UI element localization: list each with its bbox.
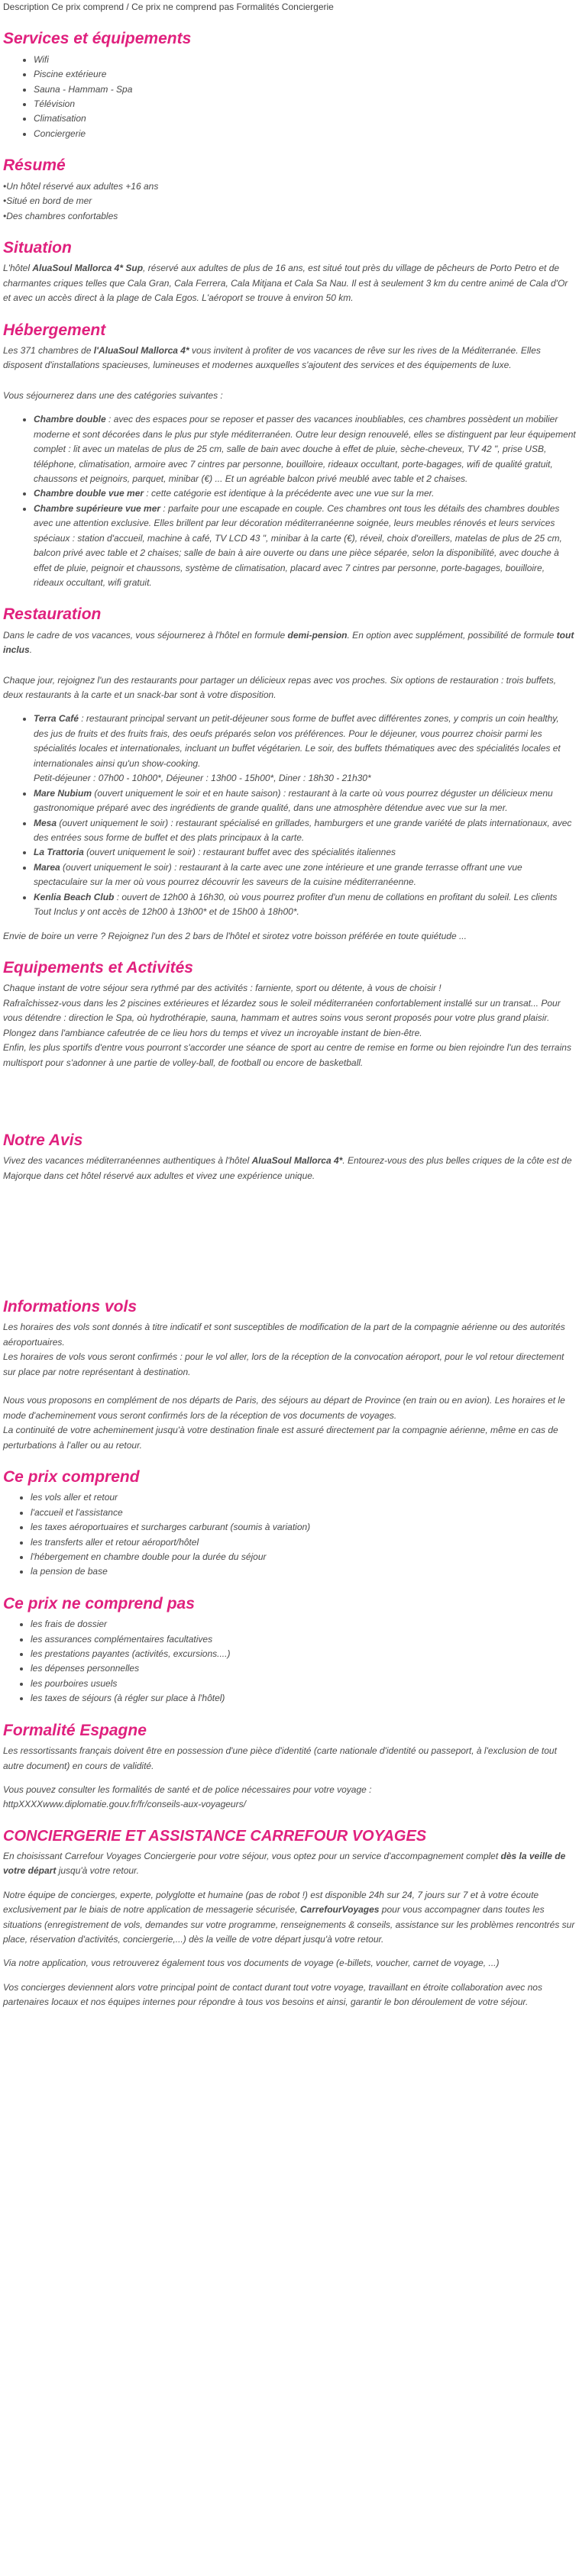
conciergerie-section (3, 1826, 576, 2010)
restaurant-item-text: (ouvert uniquement le soir) : restaurant spécialisé en grillades, hamburgers et une grande variété de plats internationaux, avec des entrées sous forme de buffet et des plats principaux à la carte. (34, 817, 572, 843)
prix-non-item: • les pourboires usuels (31, 1677, 576, 1691)
prix-non-item: • les taxes de séjours (à régler sur place à l'hôtel) (31, 1691, 576, 1706)
restaurant-item-text: (ouvert uniquement le soir) : restaurant à la carte avec une zone intérieure et une grande terrasse offrant une vue spectaculaire sur la mer où vous pourrez découvrir les saveurs de la cuisine méditerranéenne. (34, 861, 522, 888)
prix-comprend-item: • les transferts aller et retour aéroport/hôtel (31, 1535, 576, 1550)
rooms-list (3, 412, 576, 590)
services-title: Services et équipements (3, 30, 192, 48)
service-item: • Télévision (34, 97, 576, 111)
restaurant-item (34, 786, 576, 816)
tabs-line[interactable]: Description Ce prix comprend / Ce prix ne comprend pas Formalités Conciergerie (3, 2, 334, 12)
room-item-name: Chambre supérieure vue mer (34, 502, 161, 514)
restaurant-item-name: La Trattoria (34, 847, 84, 858)
prix-comprend-item: • l'hébergement en chambre double pour la durée du séjour (31, 1550, 576, 1564)
conciergerie-p2: Notre équipe de concierges, experte, polyglotte et humaine (pas de robot !) est disponible 24h sur 24, 7 jours sur 7 et à votre écoute exclusivement par le biais de notre application de messagerie sécurisée, CarrefourVoyages pour vous accompagner dans toutes les situations (enregistrement de vols, demandes sur votre programme, renseignements & conseils, assistance sur les problèmes rencontrés sur place, réservation d'activités, conciergerie,...) dès la veille de votre départ jusqu'à votre retour. (3, 1889, 575, 1945)
prix-non-item: • les dépenses personnelles (31, 1661, 576, 1676)
prix-comprend-item: • les taxes aéroportuaires et surcharges carburant (soumis à variation) (31, 1520, 576, 1535)
situation-title: Situation (3, 238, 72, 257)
restauration-section (3, 604, 576, 944)
room-item (34, 486, 576, 501)
restauration-intro: Dans le cadre de vos vacances, vous séjournerez à l'hôtel en formule demi-pension. En option avec supplément, possibilité de formule tout inclus. (3, 629, 574, 656)
room-item-text: : avec des espaces pour se reposer et passer des vacances inoubliables, ces chambres possèdent un mobilier moderne et sont décorées dans le plus pur style méditerranéen. Outre leur design renouvelé, elles se distinguent par leur équipement complet : lit avec un matelas de plus de 25 cm, salle de bain avec douche à effet de pluie, sèche-cheveux, TV 42 ", prise USB, téléphone, climatisation, armoire avec 7 cintres par personne, bouilloire, rideaux occultant, porte-bagages, wifi de qualité gratuit, chaussons et peignoirs, parquet, minibar (€) ... Et un agréable balcon privé meublé avec table et 2 chaises. (34, 414, 576, 484)
prix-non-item: • les frais de dossier (31, 1617, 576, 1632)
restaurant-list (3, 712, 576, 919)
restaurant-item (34, 890, 576, 920)
hebergement-title: Hébergement (3, 321, 106, 339)
resume-line: •Un hôtel réservé aux adultes +16 ans (3, 180, 159, 192)
service-item: • Climatisation (34, 111, 576, 126)
restaurant-item-name: Terra Café (34, 713, 79, 725)
prix-non-item: • les prestations payantes (activités, excursions....) (31, 1647, 576, 1661)
equipements-line: Chaque instant de votre séjour sera rythmé par des activités : farniente, sport ou détente, à vous de choisir ! (3, 983, 442, 994)
room-item (34, 502, 576, 591)
resume-title: Résumé (3, 157, 66, 175)
situation-text: L'hôtel AluaSoul Mallorca 4* Sup, réservé aux adultes de plus de 16 ans, est situé tout près du village de pêcheurs de Porto Petro et de charmantes criques telles que Cala Gran, Cala Ferrera, Cala Mitjana et Cala Sa Nau. Il est à seulement 3 km du centre animé de Cala d'Or et avec un accès direct à la plage de Cala Egos. L'aéroport se trouve à environ 50 km. (3, 263, 568, 304)
avis-text: Vivez des vacances méditerranéennes authentiques à l'hôtel AluaSoul Mallorca 4*. Entourez-vous des plus belles criques de la côte est de Majorque dans cet hôtel réservé aux adultes et vivez une expérience unique. (3, 1155, 572, 1181)
formalite-para2: Vous pouvez consulter les formalités de santé et de police nécessaires pour votre voyage : (3, 1784, 372, 1795)
restaurant-item-name: Kenlia Beach Club (34, 891, 115, 902)
equipements-title: Equipements et Activités (3, 959, 193, 977)
restaurant-item (34, 860, 576, 890)
avis-title: Notre Avis (3, 1131, 83, 1149)
conciergerie-p4: Vos concierges deviennent alors votre principal point de contact durant tout votre voyage, travaillant en étroite collaboration avec nos partenaires locaux et nos équipes internes pour répondre à tous vos besoins et ainsi, garantir le bon déroulement de votre séjour. (3, 1981, 542, 2008)
prix-comprend-section (3, 1467, 576, 1580)
restauration-para2: Chaque jour, rejoignez l'un des restaurants pour partager un délicieux repas avec vos proches. Six options de restauration : trois buffets, deux restaurants à la carte et un snack-bar sont à votre disposition. (3, 674, 557, 701)
service-item: • Sauna - Hammam - Spa (34, 82, 576, 97)
vols-section (3, 1296, 576, 1453)
restaurant-item (34, 845, 576, 860)
services-section (3, 28, 576, 141)
restaurant-item-text: (ouvert uniquement le soir et en haute saison) : restaurant à la carte où vous pourrez déguster un délicieux menu gastronomique préparé avec des ingrédients de grande qualité, dans une atmosphère détendue avec vue sur la mer. (34, 787, 553, 814)
prix-comprend-item: • les vols aller et retour (31, 1490, 576, 1505)
prix-comprend-item: • la pension de base (31, 1564, 576, 1579)
restaurant-item-name: Mare Nubium (34, 787, 92, 799)
service-item: • Conciergerie (34, 127, 576, 141)
equipements-line: Rafraîchissez-vous dans les 2 piscines extérieures et lézardez sous le soleil méditerranéen confortablement installé sur un transat... Pour vous détendre : direction le Spa, où hydrothérapie, sauna, hammam et autres soins vous seront proposés pour votre plus grand plaisir. Plongez dans l'ambiance cafeutrée de ce lieu hors du temps et vivez un incroyable instant de bien-être. (3, 997, 561, 1038)
conciergerie-p3: Via notre application, vous retrouverez également tous vos documents de voyage (e-billets, voucher, carnet de voyage, ...) (3, 1958, 500, 1969)
restaurant-item-hours: Petit-déjeuner : 07h00 - 10h00*, Déjeuner : 13h00 - 15h00*, Diner : 18h30 - 21h30* (34, 773, 371, 784)
equipements-line: Enfin, les plus sportifs d'entre vous pourront s'accorder une séance de sport au centre de remise en forme ou bien rejoindre l'un des terrains multisport pour s'adonner à une partie de volley-ball, de football ou encore de basketball. (3, 1042, 571, 1068)
room-item-text: : cette catégorie est identique à la précédente avec une vue sur la mer. (144, 488, 435, 499)
restaurant-item-name: Mesa (34, 817, 57, 828)
services-list (3, 53, 576, 142)
prix-non-section (3, 1593, 576, 1706)
hebergement-section (3, 320, 576, 591)
conciergerie-p1: En choisissant Carrefour Voyages Conciergerie pour votre séjour, vous optez pour un service d'accompagnement complet dès la veille de votre départ jusqu'à votre retour. (3, 1850, 566, 1877)
service-item: • Wifi (34, 53, 576, 67)
restauration-title: Restauration (3, 605, 102, 624)
resume-line: •Des chambres confortables (3, 210, 118, 221)
situation-section (3, 237, 576, 306)
formalite-link[interactable]: httpXXXXwww.diplomatie.gouv.fr/fr/conseils-aux-voyageurs/ (3, 1799, 246, 1810)
room-item (34, 412, 576, 486)
restauration-closing: Envie de boire un verre ? Rejoignez l'un des 2 bars de l'hôtel et sirotez votre boisson préférée en toute quiétude ... (3, 930, 467, 941)
prix-non-list (3, 1617, 576, 1706)
service-item: • Piscine extérieure (34, 67, 576, 82)
formalite-section (3, 1720, 576, 1813)
prix-non-item: • les assurances complémentaires facultatives (31, 1632, 576, 1647)
hebergement-categories-intro: Vous séjournerez dans une des catégories suivantes : (3, 389, 223, 401)
room-item-text: : parfaite pour une escapade en couple. Ces chambres ont tous les détails des chambres doubles avec une attention exclusive. Elles brillent par leur décoration méditerranéenne soignée, leurs meubles rénovés et leurs services spéciaux : station d'accueil, machine à café, TV LCD 43 ", minibar à la carte (€), réveil, choix d'oreillers, matelas de plus de 25 cm, balcon privé avec table et 2 chaises; salle de bain à aire ouverte ou dans une pièce séparée, selon la disponibilité, avec douche à effet de pluie, peignoir et chaussons, système de climatisation, placard avec 7 cintres par personne, porte-bagages, bouilloire, rideaux occultant, wifi gratuit. (34, 502, 562, 588)
avis-section (3, 1130, 576, 1183)
prix-comprend-title: Ce prix comprend (3, 1467, 140, 1486)
vols-para1b: Les horaires de vols vous seront confirmés : pour le vol aller, lors de la réception de la convocation aéroport, pour le vol retour directement sur place par notre représentant à destination. (3, 1351, 564, 1377)
room-item-name: Chambre double vue mer (34, 488, 144, 499)
restaurant-item-name: Marea (34, 861, 60, 873)
prix-non-title: Ce prix ne comprend pas (3, 1594, 195, 1612)
formalite-title: Formalité Espagne (3, 1721, 147, 1739)
prix-comprend-item: • l'accueil et l'assistance (31, 1506, 576, 1520)
room-item-name: Chambre double (34, 414, 106, 425)
vols-para2b: La continuité de votre acheminement jusqu'à votre destination finale est assuré directement par la compagnie aérienne, même en cas de perturbations à l'aller ou au retour. (3, 1425, 558, 1451)
conciergerie-title: CONCIERGERIE ET ASSISTANCE CARREFOUR VOYAGES (3, 1827, 427, 1845)
hebergement-intro: Les 371 chambres de l'AluaSoul Mallorca 4* vous invitent à profiter de vos vacances de rêve sur les rives de la Méditerranée. Elles disposent d'installations spacieuses, lumineuses et modernes auxquelles s'ajoutent des services et des équipements de luxe. (3, 344, 541, 371)
formalite-para1: Les ressortissants français doivent être en possession d'une pièce d'identité (carte nationale d'identité ou passeport, à l'exclusion de tout autre document) en cours de validité. (3, 1745, 557, 1771)
restaurant-item-text: : ouvert de 12h00 à 16h30, où vous pourrez profiter d'un menu de collations en profitant du soleil. Les clients Tout Inclus y ont accès de 12h00 à 13h00* et de 15h00 à 18h00*. (34, 891, 558, 918)
vols-para2: Nous vous proposons en complément de nos départs de Paris, des séjours au départ de Province (en train ou en avion). Les horaires et le mode d'acheminement vous seront confirmés lors de la réception de vos documents de voyages. (3, 1395, 565, 1421)
restaurant-item-text: (ouvert uniquement le soir) : restaurant buffet avec des spécialités italiennes (83, 847, 396, 858)
restaurant-item-text: : restaurant principal servant un petit-déjeuner sous forme de buffet avec différentes zones, y compris un coin healthy, des jus de fruits et des fruits frais, des oeufs préparés selon vos préférences. Pour le déjeuner, vous pourrez choisir parmi les spécialités locales et internationales, incluant un buffet végétarien. Le soir, des buffets thématiques avec des spécialités locales et internationales ainsi qu'un show-cooking. (34, 713, 561, 769)
restaurant-item (34, 712, 576, 786)
vols-title: Informations vols (3, 1298, 137, 1316)
vols-para1: Les horaires des vols sont donnés à titre indicatif et sont susceptibles de modification de la part de la compagnie aérienne ou des autorités aéroportuaires. (3, 1322, 565, 1348)
prix-comprend-list (3, 1490, 576, 1580)
resume-line: •Situé en bord de mer (3, 195, 92, 207)
equipements-section (3, 957, 576, 1070)
restaurant-item (34, 816, 576, 846)
resume-section (3, 155, 576, 224)
